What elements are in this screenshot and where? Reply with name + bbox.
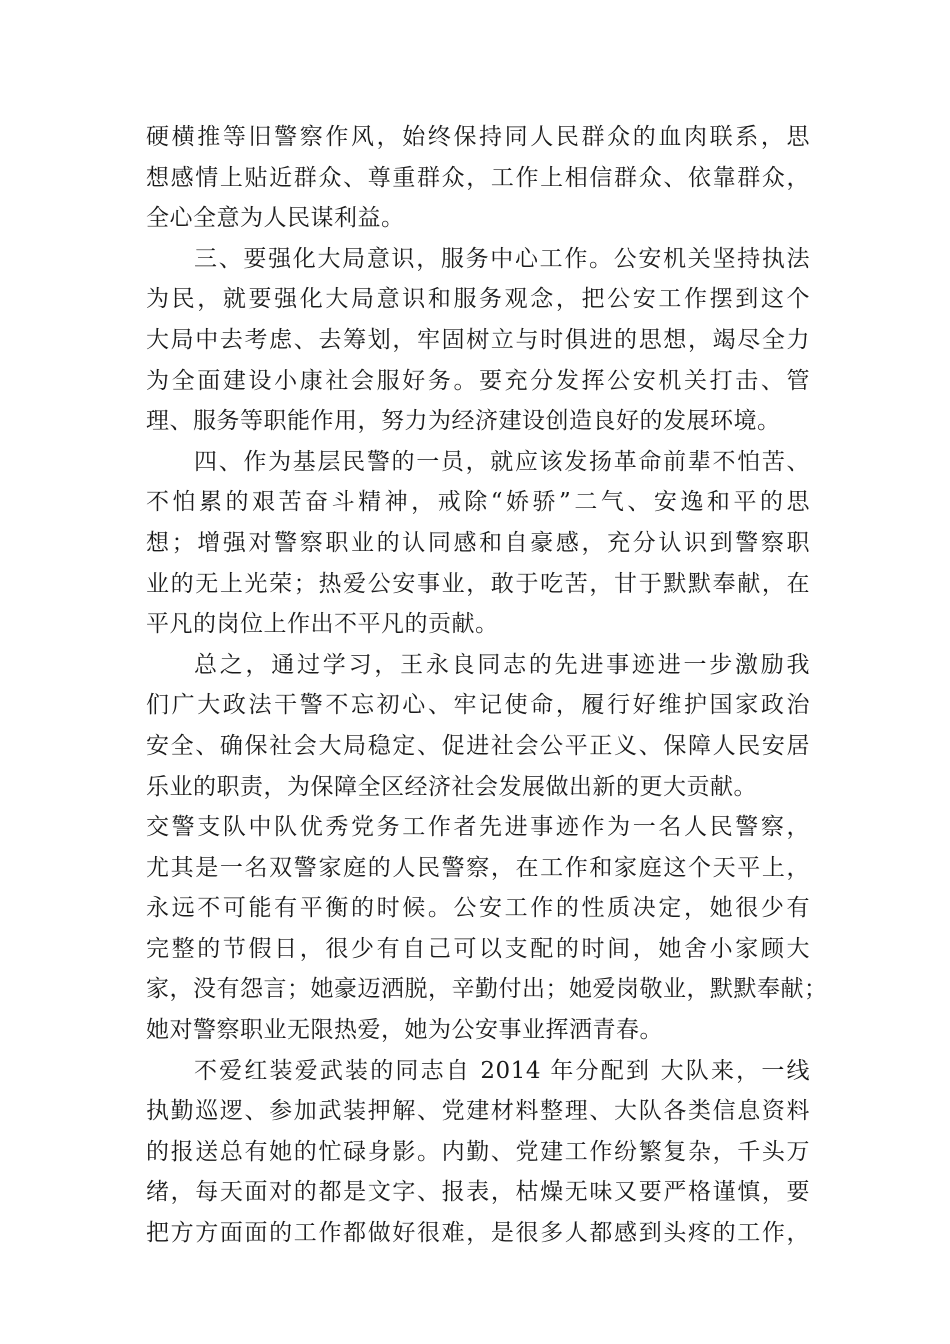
- text-line: 四、作为基层民警的一员，就应该发扬革命前辈不怕苦、: [194, 448, 810, 475]
- text-line: 平凡的岗位上作出不平凡的贡献。: [146, 611, 499, 638]
- text-line: 为民，就要强化大局意识和服务观念，把公安工作摆到这个: [146, 286, 810, 313]
- text-line: 总之，通过学习，王永良同志的先进事迹进一步激励我: [194, 651, 810, 678]
- text-line: 三、要强化大局意识，服务中心工作。公安机关坚持执法: [194, 245, 810, 272]
- text-line: 乐业的职责，为保障全区经济社会发展做出新的更大贡献。: [146, 773, 757, 800]
- body-text: [146, 117, 828, 1254]
- text-line: 执勤巡逻、参加武装押解、党建材料整理、大队各类信息资料: [146, 1098, 810, 1125]
- text-line: 交警支队中队优秀党务工作者先进事迹作为一名人民警察，: [146, 814, 810, 841]
- text-line: 安全、确保社会大局稳定、促进社会公平正义、保障人民安居: [146, 732, 810, 759]
- text-line: 不怕累的艰苦奋斗精神，戒除“娇骄”二气、安逸和平的思: [146, 489, 810, 516]
- text-line: 把方方面面的工作都做好很难，是很多人都感到头疼的工作，: [146, 1220, 810, 1247]
- text-line: 她对警察职业无限热爱，她为公安事业挥洒青春。: [146, 1017, 663, 1044]
- text-line: 不爱红装爱武装的同志自 2014 年分配到 大队来，一线: [194, 1057, 810, 1084]
- text-line: 们广大政法干警不忘初心、牢记使命，履行好维护国家政治: [146, 692, 810, 719]
- text-line: 硬横推等旧警察作风，始终保持同人民群众的血肉联系，思: [146, 124, 810, 150]
- text-line: 为全面建设小康社会服好务。要充分发挥公安机关打击、管: [146, 367, 810, 394]
- text-line: 家，没有怨言；她豪迈洒脱，辛勤付出；她爱岗敬业，默默奉献；: [146, 976, 828, 1003]
- text-line: 永远不可能有平衡的时候。公安工作的性质决定，她很少有: [146, 895, 810, 922]
- text-line: 想；增强对警察职业的认同感和自豪感，充分认识到警察职: [146, 529, 810, 556]
- text-line: 想感情上贴近群众、尊重群众，工作上相信群众、依靠群众，: [146, 164, 810, 191]
- text-line: 完整的节假日，很少有自己可以支配的时间，她舍小家顾大: [146, 935, 810, 962]
- text-line: 理、服务等职能作用，努力为经济建设创造良好的发展环境。: [146, 408, 781, 435]
- text-line: 全心全意为人民谋利益。: [146, 205, 405, 232]
- text-line: 大局中去考虑、去筹划，牢固树立与时俱进的思想，竭尽全力: [146, 326, 810, 353]
- text-line: 业的无上光荣；热爱公安事业，敢于吃苦，甘于默默奉献，在: [146, 570, 810, 597]
- text-line: 的报送总有她的忙碌身影。内勤、党建工作纷繁复杂，千头万: [146, 1138, 810, 1165]
- text-line: 尤其是一名双警家庭的人民警察，在工作和家庭这个天平上，: [146, 854, 810, 881]
- text-line: 绪，每天面对的都是文字、报表，枯燥无味又要严格谨慎，要: [146, 1179, 810, 1206]
